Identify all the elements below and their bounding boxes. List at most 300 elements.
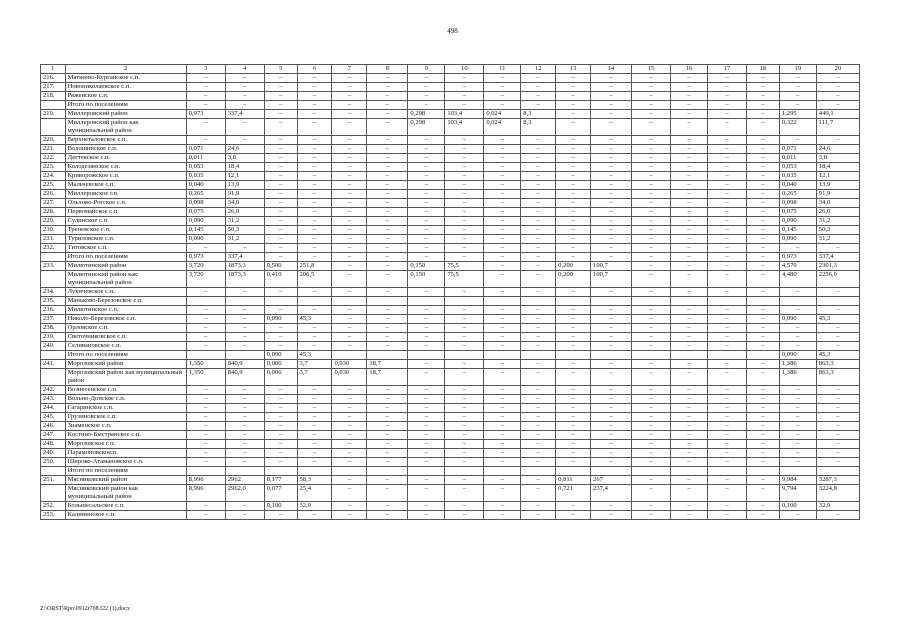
settlement-name: Итого по поселениям (65, 351, 186, 360)
table-cell: – (367, 226, 408, 235)
table-cell: – (484, 360, 521, 369)
table-cell: – (747, 217, 780, 226)
table-cell: – (708, 271, 747, 288)
settlement-name: Титовское с.п. (65, 244, 186, 253)
settlement-name: Светочниковское с.п. (65, 333, 186, 342)
table-cell: – (484, 181, 521, 190)
table-cell: – (816, 83, 859, 92)
table-cell: – (591, 172, 632, 181)
table-cell: – (521, 244, 556, 253)
table-cell: 0,090 (779, 315, 816, 324)
row-number: 225. (41, 181, 66, 190)
row-number: 217. (41, 83, 66, 92)
table-cell: 32,9 (297, 502, 332, 511)
table-cell: – (408, 440, 445, 449)
table-cell: – (591, 502, 632, 511)
table-cell: – (632, 226, 671, 235)
table-cell: – (408, 253, 445, 262)
table-cell: – (445, 288, 484, 297)
table-cell: – (186, 83, 225, 92)
table-cell: – (332, 404, 367, 413)
table-cell: – (521, 208, 556, 217)
table-cell: 449,1 (816, 110, 859, 119)
table-row (41, 422, 860, 431)
table-cell: – (445, 422, 484, 431)
table-cell: – (186, 440, 225, 449)
table-cell: – (708, 440, 747, 449)
table-row (41, 199, 860, 208)
table-cell: – (297, 449, 332, 458)
table-cell: – (264, 208, 297, 217)
table-cell: – (484, 333, 521, 342)
table-cell (367, 297, 408, 306)
table-cell: – (556, 386, 591, 395)
table-row (41, 324, 860, 333)
table-cell (445, 351, 484, 360)
table-cell: – (332, 502, 367, 511)
table-cell: – (445, 395, 484, 404)
table-cell: 0,090 (779, 351, 816, 360)
row-number: 230. (41, 226, 66, 235)
table-cell: – (297, 74, 332, 83)
table-cell: – (591, 306, 632, 315)
table-cell: 18,7 (367, 360, 408, 369)
table-cell: 2962,0 (225, 485, 264, 502)
table-cell: – (556, 458, 591, 467)
table-cell: – (297, 208, 332, 217)
table-cell: – (556, 369, 591, 386)
settlement-name: Морозовское г.п. (65, 440, 186, 449)
table-cell: – (632, 145, 671, 154)
table-cell: – (632, 342, 671, 351)
table-cell: 0,030 (332, 360, 367, 369)
table-cell: – (779, 92, 816, 101)
table-cell: 0,265 (779, 190, 816, 199)
table-cell: 0,973 (779, 253, 816, 262)
table-cell: 0,090 (779, 217, 816, 226)
table-cell: – (264, 306, 297, 315)
table-cell: – (708, 333, 747, 342)
settlement-name: Итого по поселениям (65, 253, 186, 262)
row-number (41, 485, 66, 502)
table-cell: – (708, 502, 747, 511)
row-number: 226. (41, 190, 66, 199)
table-cell: – (297, 145, 332, 154)
table-cell: – (708, 154, 747, 163)
table-cell: – (297, 253, 332, 262)
table-cell: – (521, 360, 556, 369)
table-row (41, 485, 860, 502)
table-cell (591, 467, 632, 476)
table-cell: – (445, 217, 484, 226)
table-cell: – (332, 190, 367, 199)
table-cell: – (484, 92, 521, 101)
table-cell: – (556, 431, 591, 440)
row-number: 237. (41, 315, 66, 324)
table-cell: – (556, 208, 591, 217)
table-cell: 0,298 (408, 110, 445, 119)
column-header: 8 (367, 65, 408, 74)
table-cell: – (632, 172, 671, 181)
table-cell: – (445, 208, 484, 217)
table-cell: – (332, 83, 367, 92)
table-cell (556, 351, 591, 360)
table-cell: – (632, 83, 671, 92)
table-cell: – (225, 101, 264, 110)
data-table (40, 64, 860, 520)
table-cell: – (671, 360, 708, 369)
table-cell: – (264, 253, 297, 262)
table-cell: – (671, 502, 708, 511)
table-cell: – (591, 190, 632, 199)
table-cell: – (264, 145, 297, 154)
row-number (41, 467, 66, 476)
table-cell: – (408, 315, 445, 324)
table-cell: – (632, 324, 671, 333)
table-cell: – (632, 333, 671, 342)
table-cell: – (264, 119, 297, 136)
table-cell: – (367, 485, 408, 502)
table-cell: 8,3 (521, 119, 556, 136)
table-cell: 34,0 (816, 199, 859, 208)
table-cell: – (367, 395, 408, 404)
table-cell: – (632, 422, 671, 431)
table-cell: 1,350 (186, 369, 225, 386)
table-cell: – (264, 190, 297, 199)
table-cell: – (708, 83, 747, 92)
table-cell: – (816, 342, 859, 351)
row-number: 248. (41, 440, 66, 449)
table-cell (367, 467, 408, 476)
table-cell: – (671, 136, 708, 145)
table-cell: – (264, 422, 297, 431)
table-cell: 26,0 (225, 208, 264, 217)
table-cell: 9,984 (779, 476, 816, 485)
table-cell: – (445, 404, 484, 413)
table-cell: 31,2 (225, 235, 264, 244)
table-cell: – (779, 440, 816, 449)
table-cell: 863,3 (816, 369, 859, 386)
table-cell: 3,720 (186, 262, 225, 271)
table-cell: – (747, 288, 780, 297)
table-cell: 1,386 (779, 369, 816, 386)
table-cell (556, 467, 591, 476)
table-cell: – (556, 226, 591, 235)
table-cell: – (521, 172, 556, 181)
table-cell: – (521, 413, 556, 422)
table-cell: – (816, 422, 859, 431)
table-cell: 4,570 (779, 262, 816, 271)
table-row (41, 395, 860, 404)
table-cell: – (521, 342, 556, 351)
table-cell: 0,811 (556, 476, 591, 485)
table-cell: – (297, 190, 332, 199)
table-cell: – (816, 413, 859, 422)
table-cell: – (367, 181, 408, 190)
table-cell: – (632, 386, 671, 395)
table-cell: – (632, 154, 671, 163)
table-cell: – (484, 172, 521, 181)
table-cell: 0,035 (186, 172, 225, 181)
row-number: 244. (41, 404, 66, 413)
settlement-name: Миллеровский район как муниципальный район (65, 119, 186, 136)
table-cell: – (591, 244, 632, 253)
settlement-name: Знаменское с.п. (65, 422, 186, 431)
table-cell (816, 467, 859, 476)
row-number: 246. (41, 422, 66, 431)
table-cell: – (747, 333, 780, 342)
table-cell: – (367, 431, 408, 440)
table-cell: – (186, 386, 225, 395)
settlement-name: Дегтевское с.п. (65, 154, 186, 163)
column-header: 1 (41, 65, 66, 74)
row-number: 222. (41, 154, 66, 163)
settlement-name: Милютинское с.п. (65, 306, 186, 315)
row-number (41, 271, 66, 288)
table-cell: – (747, 324, 780, 333)
table-cell (671, 297, 708, 306)
table-cell: – (332, 342, 367, 351)
table-row (41, 351, 860, 360)
table-cell (708, 351, 747, 360)
table-cell: – (332, 208, 367, 217)
table-row (41, 511, 860, 520)
table-row (41, 458, 860, 467)
table-cell: – (671, 386, 708, 395)
column-header: 6 (297, 65, 332, 74)
table-cell: – (225, 449, 264, 458)
table-cell: – (186, 119, 225, 136)
table-cell: – (408, 369, 445, 386)
table-cell: 18,4 (225, 163, 264, 172)
table-cell: – (408, 136, 445, 145)
table-cell: – (671, 315, 708, 324)
table-cell: – (264, 333, 297, 342)
table-row (41, 145, 860, 154)
table-cell: 0,100 (779, 502, 816, 511)
table-cell: – (332, 145, 367, 154)
table-cell: – (264, 440, 297, 449)
table-cell: – (671, 369, 708, 386)
table-cell: – (708, 253, 747, 262)
table-cell: – (297, 440, 332, 449)
table-cell: – (747, 119, 780, 136)
table-cell: – (671, 306, 708, 315)
table-cell: – (445, 458, 484, 467)
table-cell: – (632, 476, 671, 485)
row-number: 240. (41, 342, 66, 351)
settlement-name: Милютинский район как муниципальный район (65, 271, 186, 288)
table-row (41, 119, 860, 136)
table-cell: – (484, 262, 521, 271)
table-cell: – (484, 413, 521, 422)
table-cell: – (367, 83, 408, 92)
table-row (41, 431, 860, 440)
table-cell: – (186, 395, 225, 404)
table-row (41, 502, 860, 511)
table-cell: – (747, 110, 780, 119)
table-cell: 75,5 (445, 271, 484, 288)
table-cell (632, 297, 671, 306)
header-row (41, 65, 860, 74)
table-row (41, 271, 860, 288)
table-cell: – (186, 502, 225, 511)
table-cell: – (408, 181, 445, 190)
table-cell: – (332, 422, 367, 431)
table-cell: – (556, 172, 591, 181)
table-cell: 3,8 (225, 154, 264, 163)
table-cell: – (484, 315, 521, 324)
table-cell: 0,090 (264, 351, 297, 360)
table-cell: – (671, 235, 708, 244)
table-cell (591, 297, 632, 306)
table-cell: – (591, 217, 632, 226)
table-cell: – (591, 163, 632, 172)
settlement-name: Мясниковский район как муниципальный район (65, 485, 186, 502)
table-cell: – (632, 395, 671, 404)
table-cell: – (332, 440, 367, 449)
table-cell (408, 351, 445, 360)
table-cell: – (556, 306, 591, 315)
table-cell: – (708, 511, 747, 520)
table-cell: – (556, 217, 591, 226)
table-row (41, 413, 860, 422)
table-cell: – (747, 83, 780, 92)
table-cell (708, 467, 747, 476)
table-cell: 8,3 (521, 110, 556, 119)
table-cell: – (445, 235, 484, 244)
table-cell: – (367, 413, 408, 422)
table-cell: – (816, 449, 859, 458)
table-cell: – (445, 163, 484, 172)
table-cell (264, 467, 297, 476)
table-cell: 8,996 (186, 485, 225, 502)
table-cell (632, 467, 671, 476)
table-cell: – (408, 208, 445, 217)
table-cell: – (367, 119, 408, 136)
table-cell: – (484, 324, 521, 333)
table-cell: – (264, 136, 297, 145)
table-cell (408, 297, 445, 306)
table-cell: – (445, 360, 484, 369)
table-cell: 8,996 (186, 476, 225, 485)
table-cell: – (591, 422, 632, 431)
table-cell: – (816, 92, 859, 101)
row-number: 239. (41, 333, 66, 342)
table-cell: 0,265 (186, 190, 225, 199)
table-cell: – (264, 83, 297, 92)
table-cell: – (556, 199, 591, 208)
table-cell: – (264, 217, 297, 226)
table-cell: – (556, 253, 591, 262)
table-cell: – (747, 101, 780, 110)
table-cell: – (779, 386, 816, 395)
table-cell: – (521, 83, 556, 92)
footer-path: Z:\ORST\Rpo\0912r708.f22 (1).docx (40, 606, 130, 612)
table-cell: – (591, 315, 632, 324)
table-cell (556, 297, 591, 306)
table-cell: 0,322 (779, 119, 816, 136)
table-cell: 26,0 (816, 208, 859, 217)
table-cell: – (521, 190, 556, 199)
table-cell (632, 351, 671, 360)
table-cell: – (225, 342, 264, 351)
table-cell: – (264, 101, 297, 110)
table-cell (225, 297, 264, 306)
table-cell (186, 467, 225, 476)
table-cell: – (445, 324, 484, 333)
table-cell: 12,1 (225, 172, 264, 181)
table-cell: – (297, 92, 332, 101)
table-cell: – (521, 74, 556, 83)
table-cell (747, 351, 780, 360)
table-cell: – (556, 342, 591, 351)
table-cell: – (332, 458, 367, 467)
table-cell: 0,071 (186, 145, 225, 154)
table-cell: – (632, 485, 671, 502)
table-cell: 0,075 (779, 208, 816, 217)
table-cell: 267 (591, 476, 632, 485)
table-cell: – (632, 119, 671, 136)
table-cell: – (632, 136, 671, 145)
column-header: 15 (632, 65, 671, 74)
table-cell: 337,4 (816, 253, 859, 262)
table-cell: – (186, 315, 225, 324)
table-cell: 1873,3 (225, 262, 264, 271)
column-header: 4 (225, 65, 264, 74)
table-cell: – (484, 208, 521, 217)
table-cell: – (484, 458, 521, 467)
table-cell: – (747, 476, 780, 485)
table-cell: – (747, 485, 780, 502)
table-cell: – (484, 136, 521, 145)
table-cell: – (264, 342, 297, 351)
table-cell: – (367, 449, 408, 458)
table-cell: – (264, 431, 297, 440)
table-cell: – (297, 163, 332, 172)
table-cell: – (591, 511, 632, 520)
table-row (41, 449, 860, 458)
table-cell: – (747, 306, 780, 315)
table-cell: – (591, 413, 632, 422)
table-row (41, 244, 860, 253)
table-cell (332, 467, 367, 476)
table-cell: – (671, 145, 708, 154)
table-cell: – (408, 101, 445, 110)
row-number: 247. (41, 431, 66, 440)
settlement-name: Треневское с.п. (65, 226, 186, 235)
row-number: 238. (41, 324, 66, 333)
table-cell: – (484, 369, 521, 386)
row-number: 224. (41, 172, 66, 181)
table-cell: 0,035 (779, 172, 816, 181)
table-cell: – (708, 110, 747, 119)
table-cell: – (445, 92, 484, 101)
table-cell: – (521, 306, 556, 315)
row-number: 252. (41, 502, 66, 511)
table-cell: – (632, 244, 671, 253)
settlement-name: Итого по поселениям (65, 467, 186, 476)
table-cell: – (816, 324, 859, 333)
table-cell: 0,973 (186, 110, 225, 119)
table-cell: – (264, 154, 297, 163)
table-cell: – (297, 422, 332, 431)
table-cell: – (708, 190, 747, 199)
row-number: 243. (41, 395, 66, 404)
table-cell: – (708, 217, 747, 226)
table-cell: – (367, 110, 408, 119)
table-row (41, 315, 860, 324)
